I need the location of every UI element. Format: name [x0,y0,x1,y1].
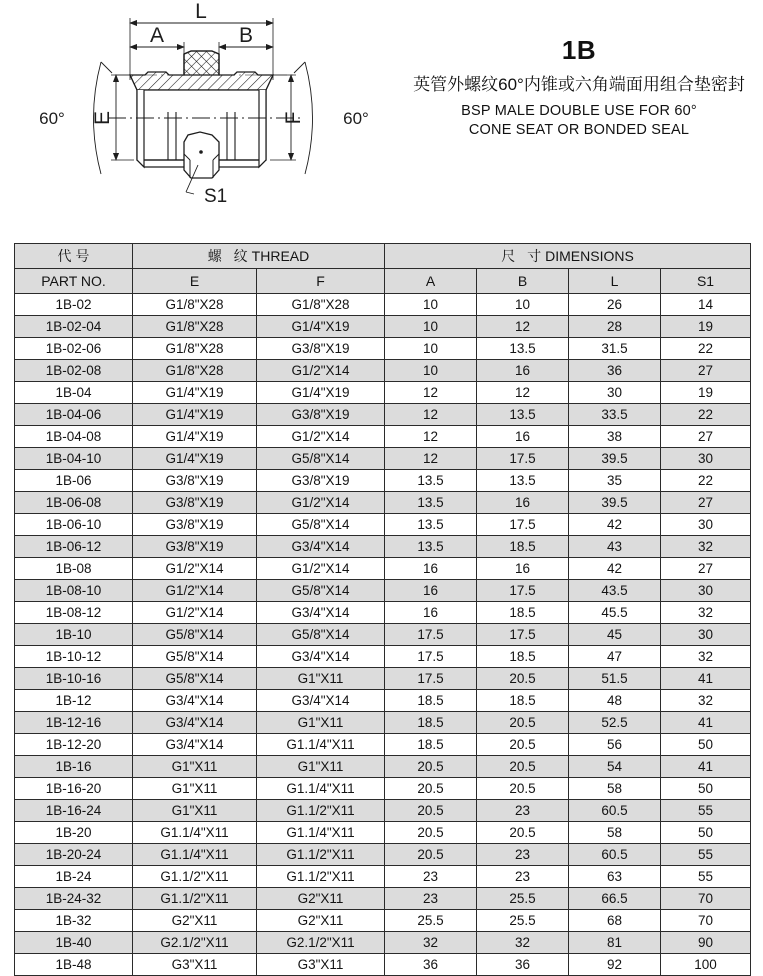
cell-dim-b: 16 [477,360,569,382]
cell-dim-s1: 27 [661,492,751,514]
cell-thread-e: G5/8"X14 [133,668,257,690]
cell-thread-f: G5/8"X14 [257,514,385,536]
cell-dim-s1: 90 [661,932,751,954]
cell-dim-a: 23 [385,888,477,910]
cell-dim-a: 17.5 [385,624,477,646]
cell-dim-l: 45 [569,624,661,646]
cell-dim-l: 63 [569,866,661,888]
cell-dim-l: 26 [569,294,661,316]
cell-thread-e: G1.1/4"X11 [133,844,257,866]
cell-part-no: 1B-20-24 [15,844,133,866]
dimension-label-b: B [238,24,254,47]
header-col-a: A [385,269,477,294]
cell-thread-e: G1/8"X28 [133,338,257,360]
product-title-english [400,102,758,141]
cell-dim-l: 33.5 [569,404,661,426]
table-row [15,580,751,602]
cell-dim-b: 13.5 [477,470,569,492]
table-row [15,382,751,404]
header-area [0,0,763,232]
cell-dim-s1: 30 [661,580,751,602]
cell-thread-f: G3/4"X14 [257,690,385,712]
cell-part-no: 1B-12 [15,690,133,712]
cell-thread-e: G2"X11 [133,910,257,932]
cell-part-no: 1B-20 [15,822,133,844]
cell-thread-e: G1/4"X19 [133,404,257,426]
header-col-f: F [257,269,385,294]
cell-dim-a: 12 [385,448,477,470]
dimension-label-s1: S1 [204,186,228,207]
cell-dim-s1: 70 [661,910,751,932]
cell-dim-a: 32 [385,932,477,954]
cell-dim-s1: 30 [661,448,751,470]
cell-dim-b: 20.5 [477,778,569,800]
cell-thread-e: G1.1/2"X11 [133,866,257,888]
cell-part-no: 1B-02 [15,294,133,316]
cell-thread-e: G1/8"X28 [133,294,257,316]
cell-thread-f: G3/4"X14 [257,646,385,668]
cell-part-no: 1B-16-24 [15,800,133,822]
cell-dim-l: 42 [569,558,661,580]
cell-dim-l: 39.5 [569,448,661,470]
cell-dim-l: 52.5 [569,712,661,734]
cell-thread-e: G2.1/2"X11 [133,932,257,954]
cell-dim-s1: 100 [661,954,751,976]
cell-thread-f: G1/2"X14 [257,492,385,514]
cell-dim-l: 28 [569,316,661,338]
header-thread-cn: 螺 纹 [207,248,252,264]
cell-dim-b: 18.5 [477,602,569,624]
cell-thread-f: G3/8"X19 [257,338,385,360]
cell-dim-l: 51.5 [569,668,661,690]
table-row [15,404,751,426]
product-title-english-line2: CONE SEAT OR BONDED SEAL [468,122,690,139]
header-part-no-cn: 代 号 [15,244,133,269]
cell-part-no: 1B-02-08 [15,360,133,382]
specification-table-container [14,243,750,976]
cell-dim-l: 48 [569,690,661,712]
specification-table [14,243,751,976]
cell-thread-e: G1/4"X19 [133,448,257,470]
table-row [15,492,751,514]
cell-part-no: 1B-08 [15,558,133,580]
table-header-sub-row [15,269,751,294]
cell-dim-s1: 27 [661,558,751,580]
cell-part-no: 1B-24 [15,866,133,888]
table-row [15,602,751,624]
cell-dim-b: 25.5 [477,910,569,932]
cell-thread-f: G3/4"X14 [257,602,385,624]
cell-dim-a: 20.5 [385,756,477,778]
header-col-b: B [477,269,569,294]
cell-dim-b: 18.5 [477,646,569,668]
table-row [15,514,751,536]
cell-thread-e: G1"X11 [133,778,257,800]
dimension-label-l: L [195,2,207,23]
cell-dim-a: 17.5 [385,668,477,690]
cell-part-no: 1B-48 [15,954,133,976]
cell-dim-a: 18.5 [385,712,477,734]
title-block [400,36,758,141]
cell-part-no: 1B-32 [15,910,133,932]
cell-dim-a: 12 [385,404,477,426]
cell-thread-f: G3"X11 [257,954,385,976]
cell-dim-b: 17.5 [477,448,569,470]
cell-dim-s1: 41 [661,756,751,778]
cell-thread-e: G3/8"X19 [133,470,257,492]
cell-dim-s1: 55 [661,866,751,888]
cell-thread-f: G2"X11 [257,910,385,932]
angle-label-right: 60° [343,109,369,128]
cell-dim-a: 18.5 [385,690,477,712]
cell-dim-l: 38 [569,426,661,448]
cell-part-no: 1B-06-08 [15,492,133,514]
header-col-l: L [569,269,661,294]
cell-dim-l: 31.5 [569,338,661,360]
cell-dim-l: 43.5 [569,580,661,602]
cell-thread-f: G5/8"X14 [257,624,385,646]
cell-dim-b: 18.5 [477,690,569,712]
table-row [15,558,751,580]
cell-dim-s1: 27 [661,360,751,382]
product-title-english-line1: BSP MALE DOUBLE USE FOR 60° [461,102,697,119]
cell-thread-f: G5/8"X14 [257,448,385,470]
header-col-s1: S1 [661,269,751,294]
cell-dim-s1: 30 [661,514,751,536]
cell-dim-b: 20.5 [477,668,569,690]
cell-part-no: 1B-12-20 [15,734,133,756]
cell-dim-s1: 19 [661,382,751,404]
cell-dim-l: 45.5 [569,602,661,624]
cell-dim-a: 13.5 [385,470,477,492]
cell-dim-s1: 32 [661,536,751,558]
cell-dim-s1: 14 [661,294,751,316]
table-row [15,470,751,492]
cell-thread-f: G1"X11 [257,712,385,734]
header-dimensions-group [385,244,751,269]
cell-dim-b: 12 [477,382,569,404]
cell-part-no: 1B-08-10 [15,580,133,602]
cell-thread-f: G2.1/2"X11 [257,932,385,954]
cell-thread-e: G3"X11 [133,954,257,976]
cell-thread-e: G3/8"X19 [133,492,257,514]
cell-thread-f: G1/4"X19 [257,382,385,404]
cell-dim-s1: 41 [661,712,751,734]
table-row [15,448,751,470]
cell-dim-l: 56 [569,734,661,756]
header-dimensions-cn: 尺 寸 [501,248,546,264]
cell-part-no: 1B-04-08 [15,426,133,448]
cell-part-no: 1B-10-16 [15,668,133,690]
cell-dim-b: 20.5 [477,712,569,734]
cell-part-no: 1B-04 [15,382,133,404]
header-col-e: E [133,269,257,294]
table-row [15,712,751,734]
cell-dim-l: 47 [569,646,661,668]
header-thread-group [133,244,385,269]
cell-thread-e: G1/8"X28 [133,316,257,338]
table-row [15,954,751,976]
cell-thread-e: G1.1/2"X11 [133,888,257,910]
cell-part-no: 1B-10-12 [15,646,133,668]
cell-part-no: 1B-16-20 [15,778,133,800]
cell-dim-s1: 50 [661,734,751,756]
table-row [15,536,751,558]
cell-dim-a: 16 [385,580,477,602]
cell-dim-b: 23 [477,844,569,866]
cell-thread-e: G1.1/4"X11 [133,822,257,844]
table-row [15,910,751,932]
cell-thread-f: G1/4"X19 [257,316,385,338]
cell-thread-f: G1.1/4"X11 [257,822,385,844]
cell-dim-s1: 41 [661,668,751,690]
dimension-label-f: F [282,111,305,125]
cell-dim-l: 42 [569,514,661,536]
cell-dim-a: 10 [385,360,477,382]
angle-label-left: 60° [39,109,65,128]
table-row [15,844,751,866]
cell-dim-a: 23 [385,866,477,888]
table-header-group-row [15,244,751,269]
cell-thread-e: G1"X11 [133,756,257,778]
cell-thread-f: G1"X11 [257,668,385,690]
table-row [15,888,751,910]
dimension-label-a: A [149,24,165,47]
cell-thread-e: G3/8"X19 [133,536,257,558]
cell-thread-f: G1.1/2"X11 [257,800,385,822]
cell-dim-s1: 55 [661,844,751,866]
cell-part-no: 1B-12-16 [15,712,133,734]
cell-dim-l: 58 [569,822,661,844]
cell-dim-s1: 30 [661,624,751,646]
product-code: 1B [561,35,597,65]
cell-dim-l: 60.5 [569,844,661,866]
cell-dim-s1: 22 [661,338,751,360]
table-row [15,866,751,888]
cell-thread-e: G1/2"X14 [133,558,257,580]
table-row [15,734,751,756]
cell-dim-b: 16 [477,558,569,580]
cell-dim-a: 10 [385,294,477,316]
cell-dim-b: 17.5 [477,580,569,602]
cell-part-no: 1B-04-06 [15,404,133,426]
cell-dim-a: 13.5 [385,492,477,514]
cell-dim-b: 17.5 [477,514,569,536]
table-row [15,316,751,338]
cell-dim-l: 58 [569,778,661,800]
cell-thread-f: G1.1/2"X11 [257,844,385,866]
table-head [15,244,751,294]
cell-dim-a: 20.5 [385,800,477,822]
cell-dim-b: 25.5 [477,888,569,910]
product-title-chinese: 英管外螺纹60°内锥或六角端面用组合垫密封 [413,74,745,94]
cell-dim-a: 18.5 [385,734,477,756]
cell-part-no: 1B-02-04 [15,316,133,338]
cell-dim-a: 13.5 [385,536,477,558]
cell-thread-f: G5/8"X14 [257,580,385,602]
cell-thread-f: G3/8"X19 [257,470,385,492]
cell-dim-b: 17.5 [477,624,569,646]
cell-dim-l: 54 [569,756,661,778]
table-row [15,778,751,800]
cell-thread-f: G3/4"X14 [257,536,385,558]
cell-thread-e: G3/8"X19 [133,514,257,536]
cell-dim-b: 36 [477,954,569,976]
cell-dim-l: 60.5 [569,800,661,822]
cell-dim-b: 20.5 [477,756,569,778]
cell-dim-l: 81 [569,932,661,954]
cell-part-no: 1B-16 [15,756,133,778]
header-thread-en: THREAD [251,248,310,264]
table-row [15,294,751,316]
cell-dim-l: 92 [569,954,661,976]
table-row [15,822,751,844]
cell-thread-e: G3/4"X14 [133,734,257,756]
cell-thread-e: G1/8"X28 [133,360,257,382]
cell-dim-b: 20.5 [477,734,569,756]
cell-dim-b: 10 [477,294,569,316]
cell-dim-s1: 70 [661,888,751,910]
cell-dim-a: 12 [385,426,477,448]
cell-dim-s1: 27 [661,426,751,448]
cell-dim-s1: 32 [661,602,751,624]
cell-dim-a: 20.5 [385,822,477,844]
table-row [15,360,751,382]
cell-dim-a: 25.5 [385,910,477,932]
table-row [15,426,751,448]
cell-part-no: 1B-06 [15,470,133,492]
cell-dim-a: 16 [385,602,477,624]
cell-part-no: 1B-40 [15,932,133,954]
cell-dim-l: 39.5 [569,492,661,514]
cell-dim-s1: 19 [661,316,751,338]
cell-dim-a: 17.5 [385,646,477,668]
table-row [15,646,751,668]
cell-dim-l: 30 [569,382,661,404]
cell-thread-f: G3/8"X19 [257,404,385,426]
cell-part-no: 1B-08-12 [15,602,133,624]
cell-dim-s1: 32 [661,646,751,668]
cell-part-no: 1B-10 [15,624,133,646]
cell-dim-l: 35 [569,470,661,492]
cell-part-no: 1B-04-10 [15,448,133,470]
cell-dim-b: 16 [477,426,569,448]
cell-thread-f: G2"X11 [257,888,385,910]
table-row [15,668,751,690]
cell-thread-f: G1/8"X28 [257,294,385,316]
cell-thread-e: G1"X11 [133,800,257,822]
cell-dim-a: 13.5 [385,514,477,536]
table-row [15,690,751,712]
header-dimensions-en: DIMENSIONS [545,248,634,264]
cell-dim-l: 43 [569,536,661,558]
cell-dim-l: 36 [569,360,661,382]
cell-dim-a: 16 [385,558,477,580]
cell-thread-f: G1"X11 [257,756,385,778]
cell-dim-b: 16 [477,492,569,514]
cell-dim-s1: 32 [661,690,751,712]
cell-thread-f: G1.1/4"X11 [257,778,385,800]
cell-thread-f: G1/2"X14 [257,558,385,580]
cell-thread-e: G1/4"X19 [133,382,257,404]
cell-dim-a: 20.5 [385,778,477,800]
cell-thread-e: G5/8"X14 [133,646,257,668]
cell-dim-a: 10 [385,338,477,360]
dimension-label-e: E [91,110,114,126]
cell-dim-s1: 50 [661,822,751,844]
cell-dim-s1: 22 [661,470,751,492]
cell-thread-e: G3/4"X14 [133,690,257,712]
cell-thread-f: G1/2"X14 [257,360,385,382]
cell-thread-e: G1/4"X19 [133,426,257,448]
cell-dim-b: 18.5 [477,536,569,558]
cell-dim-a: 20.5 [385,844,477,866]
cell-dim-l: 68 [569,910,661,932]
technical-drawing [8,2,398,217]
cell-dim-b: 13.5 [477,338,569,360]
cell-dim-s1: 50 [661,778,751,800]
cell-part-no: 1B-02-06 [15,338,133,360]
cell-thread-f: G1.1/4"X11 [257,734,385,756]
table-row [15,338,751,360]
cell-dim-b: 23 [477,866,569,888]
cell-dim-b: 13.5 [477,404,569,426]
cell-dim-l: 66.5 [569,888,661,910]
cell-dim-a: 10 [385,316,477,338]
cell-dim-a: 36 [385,954,477,976]
cell-thread-f: G1.1/2"X11 [257,866,385,888]
cell-thread-e: G5/8"X14 [133,624,257,646]
cell-thread-e: G1/2"X14 [133,580,257,602]
cell-dim-s1: 55 [661,800,751,822]
cell-dim-s1: 22 [661,404,751,426]
cell-part-no: 1B-24-32 [15,888,133,910]
cell-part-no: 1B-06-12 [15,536,133,558]
header-part-no-en: PART NO. [15,269,133,294]
cell-part-no: 1B-06-10 [15,514,133,536]
cell-dim-b: 20.5 [477,822,569,844]
cell-dim-a: 12 [385,382,477,404]
table-row [15,756,751,778]
cell-thread-e: G3/4"X14 [133,712,257,734]
table-body [15,294,751,976]
table-row [15,624,751,646]
cell-thread-f: G1/2"X14 [257,426,385,448]
cell-dim-b: 23 [477,800,569,822]
table-row [15,800,751,822]
cell-thread-e: G1/2"X14 [133,602,257,624]
cell-dim-b: 32 [477,932,569,954]
cell-dim-b: 12 [477,316,569,338]
